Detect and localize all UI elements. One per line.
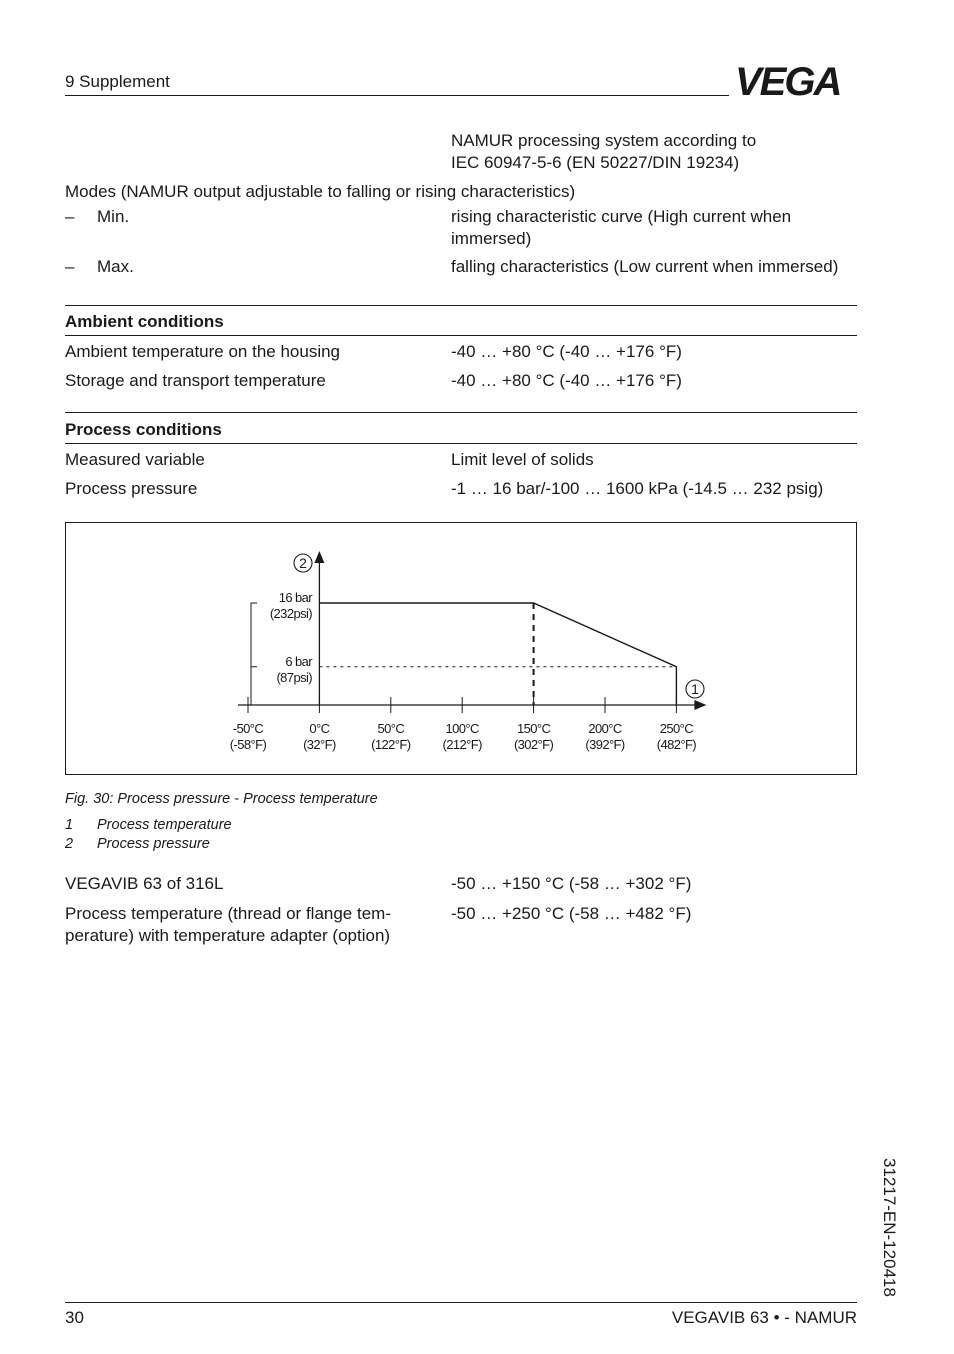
process-pressure-label: Process pressure <box>65 479 198 498</box>
x-tick-label: 100°C <box>445 721 479 736</box>
dash-bullet: – <box>65 207 75 226</box>
x-tick-label: -50°C <box>232 721 264 736</box>
dash-bullet: – <box>65 257 75 276</box>
measured-variable-label: Measured variable <box>65 450 205 469</box>
x-tick-label: 50°C <box>377 721 405 736</box>
namur-line2: IEC 60947-5-6 (EN 50227/DIN 19234) <box>451 153 740 172</box>
pressure-axis-marker-label: 2 <box>299 555 307 571</box>
x-tick-label-fahrenheit: (302°F) <box>513 737 554 752</box>
ambient-heading: Ambient conditions <box>65 312 224 331</box>
max-label: Max. <box>97 257 134 276</box>
pressure-limit-line <box>319 603 676 705</box>
x-tick-label: 0°C <box>309 721 330 736</box>
vega-logo-text: VEGA <box>735 62 841 102</box>
y-bracket <box>251 603 257 705</box>
legend-number: 2 <box>65 836 74 852</box>
min-value-line2: immersed) <box>451 229 532 248</box>
x-tick-label-fahrenheit: (392°F) <box>585 737 625 752</box>
ambient-row-label: Ambient temperature on the housing <box>65 342 341 361</box>
x-tick-label-fahrenheit: (212°F) <box>442 737 482 752</box>
modes-label: Modes (NAMUR output adjustable to falling or rising characteristics) <box>65 182 576 201</box>
max-value: falling characteristics (Low current when immersed) <box>451 257 839 276</box>
adapter-temp-value: -50 … +250 °C (-58 … +482 °F) <box>451 904 692 923</box>
legend-text: Process pressure <box>97 836 210 852</box>
storage-row-value: -40 … +80 °C (-40 … +176 °F) <box>451 371 682 390</box>
adapter-temp-label-line1: Process temperature (thread or flange tem- <box>65 904 391 923</box>
storage-row-label: Storage and transport temperature <box>65 371 326 390</box>
y-tick-label: 16 bar <box>278 590 312 605</box>
x-tick-label-fahrenheit: (32°F) <box>303 737 336 752</box>
x-tick-label-fahrenheit: (122°F) <box>371 737 411 752</box>
x-tick-label-fahrenheit: (-58°F) <box>229 737 267 752</box>
document-code: 31217-EN-120418 <box>880 1158 899 1297</box>
legend-text: Process temperature <box>97 817 232 833</box>
process-heading: Process conditions <box>65 420 222 439</box>
y-tick-label-psi: (232psi) <box>269 606 312 621</box>
x-tick-label: 200°C <box>588 721 622 736</box>
y-tick-label: 6 bar <box>285 653 312 669</box>
namur-line1: NAMUR processing system according to <box>451 131 757 150</box>
temperature-axis-marker-label: 1 <box>691 681 699 697</box>
x-axis-arrow <box>694 700 706 710</box>
material-temp-value: -50 … +150 °C (-58 … +302 °F) <box>451 874 692 893</box>
figure-caption: Fig. 30: Process pressure - Process temperature <box>65 791 378 807</box>
min-value-line1: rising characteristic curve (High current when <box>451 207 792 226</box>
min-label: Min. <box>97 207 130 226</box>
section-title: 9 Supplement <box>65 72 170 91</box>
footer-product: VEGAVIB 63 • - NAMUR <box>671 1308 857 1327</box>
material-temp-label: VEGAVIB 63 of 316L <box>65 874 224 893</box>
y-tick-label-psi: (87psi) <box>276 669 312 685</box>
process-pressure-value: -1 … 16 bar/-100 … 1600 kPa (-14.5 … 232 psig) <box>451 479 824 498</box>
x-tick-label-fahrenheit: (482°F) <box>656 737 697 752</box>
document-code-vertical <box>854 1150 934 1310</box>
adapter-temp-label-line2: perature) with temperature adapter (option) <box>65 926 391 945</box>
ambient-row-value: -40 … +80 °C (-40 … +176 °F) <box>451 342 682 361</box>
x-tick-label: 150°C <box>516 721 551 736</box>
x-tick-label: 250°C <box>659 721 694 736</box>
measured-variable-value: Limit level of solids <box>451 450 594 469</box>
page-number: 30 <box>65 1308 84 1327</box>
legend-number: 1 <box>65 817 74 833</box>
y-axis-arrow <box>314 551 324 563</box>
footer-rule <box>65 1302 857 1303</box>
